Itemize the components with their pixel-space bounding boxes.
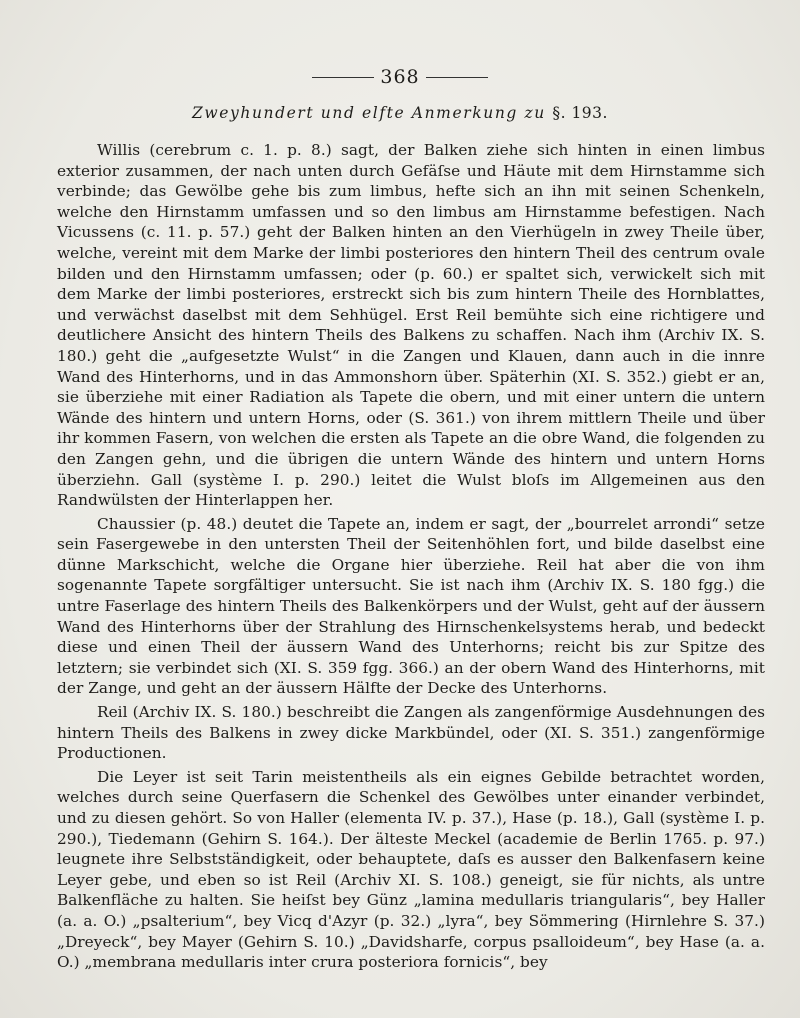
header-rule-right (426, 77, 488, 78)
paragraph-chaussier: Chaussier (p. 48.) deutet die Tapete an, indem er sagt, der „bourrelet arrondi“ setze sein Fasergewebe in den untersten Theil der Seitenhöhlen fort, und bilde daselbst eine dünne Markschicht, welche die Organe hier überziehe. Reil hat aber die von ihm sogenannte Tapete sorgfältiger untersucht. Sie ist nach ihm (Archiv IX. S. 180 fgg.) die untre Faserlage des hintern Theils des Balkenkörpers und der Wulst, geht auf der äussern Wand des Hinterhorns über der Strahlung des Hirnschenkelsystems herab, und bedeckt diese und einen Theil der äussern Wand des Unterhorns; reicht bis zur Spitze des letztern; sie verbindet sich (XI. S. 359 fgg. 366.) an der obern Wand des Hinterhorns, mit der Zange, und geht an der äussern Hälfte der Decke des Unterhorns. (57, 514, 765, 698)
page-header (0, 66, 800, 88)
page-number: 368 (380, 66, 420, 88)
paragraph-leyer: Die Leyer ist seit Tarin meistentheils als ein eignes Gebilde betrachtet worden, welches durch seine Querfasern die Schenkel des Gewölbes unter einander verbindet, und zu diesen gehört. So von Haller (elementa IV. p. 37.), Hase (p. 18.), Gall (système I. p. 290.), Tiedemann (Gehirn S. 164.). Der älteste Meckel (academie de Berlin 1765. p. 97.) leugnete ihre Selbstständigkeit, oder behauptete, daſs es ausser den Balkenfasern keine Leyer gebe, und eben so ist Reil (Archiv XI. S. 108.) geneigt, sie für nichts, als untre Balkenfläche zu halten. Sie heiſst bey Günz „lamina medullaris triangularis“, bey Haller (a. a. O.) „psalterium“, bey Vicq d'Azyr (p. 32.) „lyra“, bey Sömmering (Hirnlehre S. 37.) „Dreyeck“, bey Mayer (Gehirn S. 10.) „Davidsharfe, corpus psalloideum“, bey Hase (a. a. O.) „membrana medullaris inter crura posteriora fornicis“, bey (57, 767, 765, 972)
section-heading (0, 104, 800, 122)
header-rule-left (312, 77, 374, 78)
body-text (57, 140, 765, 973)
section-reference: §. 193. (552, 104, 608, 122)
section-heading-text: Zweyhundert und elfte Anmerkung zu (192, 104, 546, 122)
paragraph-willis: Willis (cerebrum c. 1. p. 8.) sagt, der Balken ziehe sich hinten in einen limbus exterior zusammen, der nach unten durch Gefäſse und Häute mit dem Hirnstamme sich verbinde; das Gewölbe gehe bis zum limbus, hefte sich an ihn mit seinen Schenkeln, welche den Hirnstamm umfassen und so den limbus am Hirnstamme befestigen. Nach Vicussens (c. 11. p. 57.) geht der Balken hinten an den Vierhügeln in zwey Theile über, welche, vereint mit dem Marke der limbi posteriores den hintern Theil des centrum ovale bilden und den Hirnstamm umfassen; oder (p. 60.) er spaltet sich, verwickelt sich mit dem Marke der limbi posteriores, erstreckt sich bis zum hintern Theile des Hornblattes, und verwächst daselbst mit dem Sehhügel. Erst Reil bemühte sich eine richtigere und deutlichere Ansicht des hintern Theils des Balkens zu schaffen. Nach ihm (Archiv IX. S. 180.) geht die „aufgesetzte Wulst“ in die Zangen und Klauen, dann auch in die innre Wand des Hinterhorns, und in das Ammonshorn über. Späterhin (XI. S. 352.) giebt er an, sie überziehe mit einer Radiation als Tapete die obern, und mit einer untern die untern Wände des hintern und untern Horns, oder (S. 361.) von ihrem mittlern Theile und über ihr kommen Fasern, von welchen die ersten als Tapete an die obre Wand, die folgenden zu den Zangen gehn, und die übrigen die untern Wände des hintern und untern Horns überziehn. Gall (système I. p. 290.) leitet die Wulst bloſs im Allgemeinen aus den Randwülsten der Hinterlappen her. (57, 141, 765, 510)
paragraph-reil-zangen: Reil (Archiv IX. S. 180.) beschreibt die Zangen als zangenförmige Ausdehnungen des hintern Theils des Balkens in zwey dicke Markbündel, oder (XI. S. 351.) zangenförmige Productionen. (57, 703, 765, 763)
